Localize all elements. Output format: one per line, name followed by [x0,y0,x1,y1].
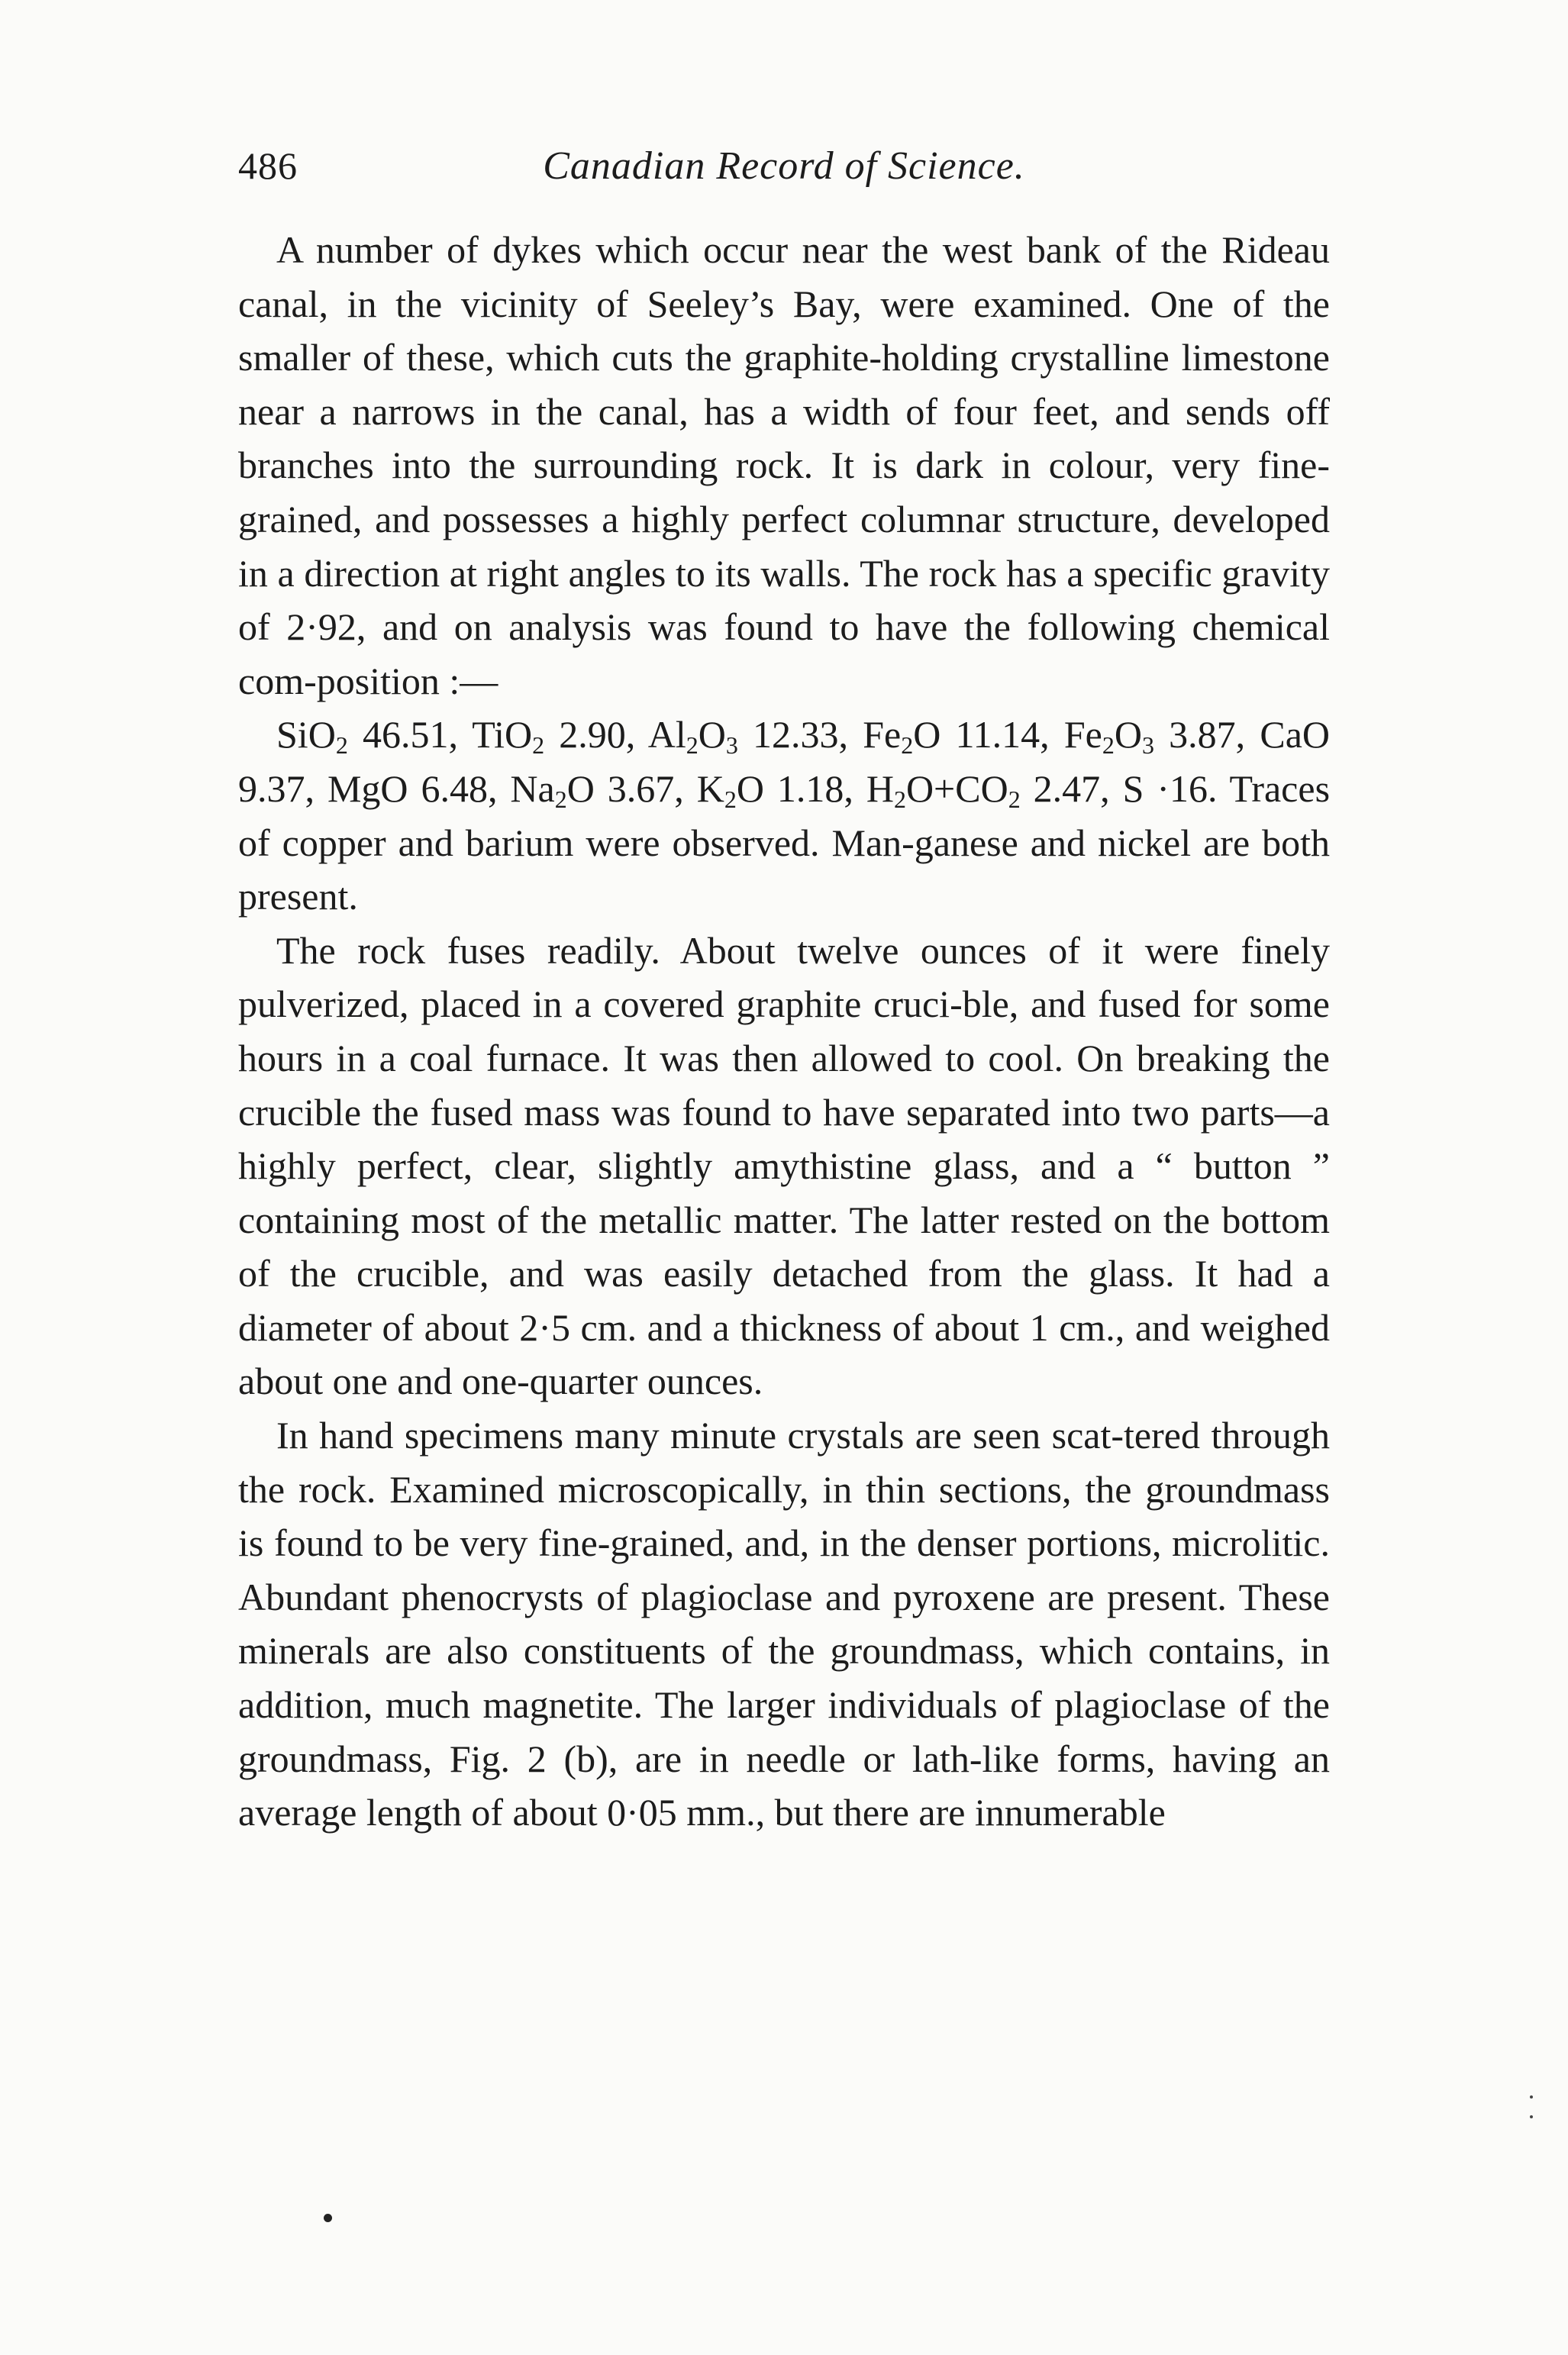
page-header [238,144,1330,205]
subscript: 2 [532,731,545,760]
subscript: 2 [686,731,699,760]
analysis-item: $K_2O$ 1.18, [696,766,866,813]
subscript: 2 [893,785,906,813]
subscript: 2 [901,731,914,760]
paragraph-chemical-analysis [238,708,1330,923]
paragraph-dykes: A number of dykes which occur near the west bank of the Rideau canal, in the vicinity of Seeley’s Bay, were examined. One of the smaller of these, which cuts the graphite-holding crystalline limestone near a narrows in the canal, has a width of four feet, and sends off branches into the surrounding rock. It is dark in colour, very fine-grained, and possesses a highly perfect columnar structure, developed in a direction at right angles to its walls. The rock has a specific gravity of 2·92, and on analysis was found to have the following chemical com-position :— [238,228,1330,702]
body-text [238,223,1330,1840]
page-number: 486 [238,144,298,187]
analysis-item: $Fe_2O$ 11.14, [863,713,1064,760]
subscript: 2 [1102,731,1115,760]
subscript: 2 [554,785,567,813]
analysis-item: SiO$_2$ 46.51, [276,713,473,760]
analysis-item: CaO 9.37, [238,713,1331,810]
subscript: 2 [335,731,348,760]
analysis-item: $Na_2O$ 3.67, [510,766,697,813]
running-head: Canadian Record of Science. [543,144,1025,188]
analysis-item: TiO$_2$ 2.90, [472,713,648,760]
analysis-item: S ·16. [1122,766,1218,810]
subscript: 3 [1141,731,1154,760]
analysis-formulas [238,713,1331,813]
paragraph-microscopy: In hand specimens many minute crystals are seen scat-tered through the rock. Examined microscopically, in thin sections, the groundmass is found to be very fine-grained, and, in the denser portions, microlitic. Abundant phenocrysts of plagioclase and pyroxene are present. These minerals are also constituents of the groundmass, which contains, in addition, much magnetite. The larger individuals of plagioclase of the groundmass, Fig. 2 (b), are in needle or lath-like forms, having an average length of about 0·05 mm., but there are innumerable [238,1414,1330,1834]
page-speck-mark [324,2214,332,2222]
analysis-item: $Al_2O_3$ 12.33, [647,713,863,760]
analysis-tail: Traces of copper and barium were observed. Man-ganese and nickel are both present. [238,766,1331,918]
subscript: 2 [1008,785,1021,813]
analysis-item: MgO 6.48, [327,766,511,810]
subscript: 2 [724,785,737,813]
analysis-item: $Fe_2O_3$ 3.87, [1063,713,1260,760]
subscript: 3 [725,731,738,760]
analysis-item: $H_2O+CO_2$ 2.47, [866,766,1123,813]
paragraph-fusion: The rock fuses readily. About twelve ounces of it were finely pulverized, placed in a covered graphite cruci-ble, and fused for some hours in a coal furnace. It was then allowed to cool. On breaking the crucible the fused mass was found to have separated into two parts—a highly perfect, clear, slightly amythistine glass, and a “ button ” containing most of the metallic matter. The latter rested on the bottom of the crucible, and was easily detached from the glass. It had a diameter of about 2·5 cm. and a thickness of about 1 cm., and weighed about one and one-quarter ounces. [238,928,1330,1403]
margin-speck-mark [1530,2095,1533,2118]
